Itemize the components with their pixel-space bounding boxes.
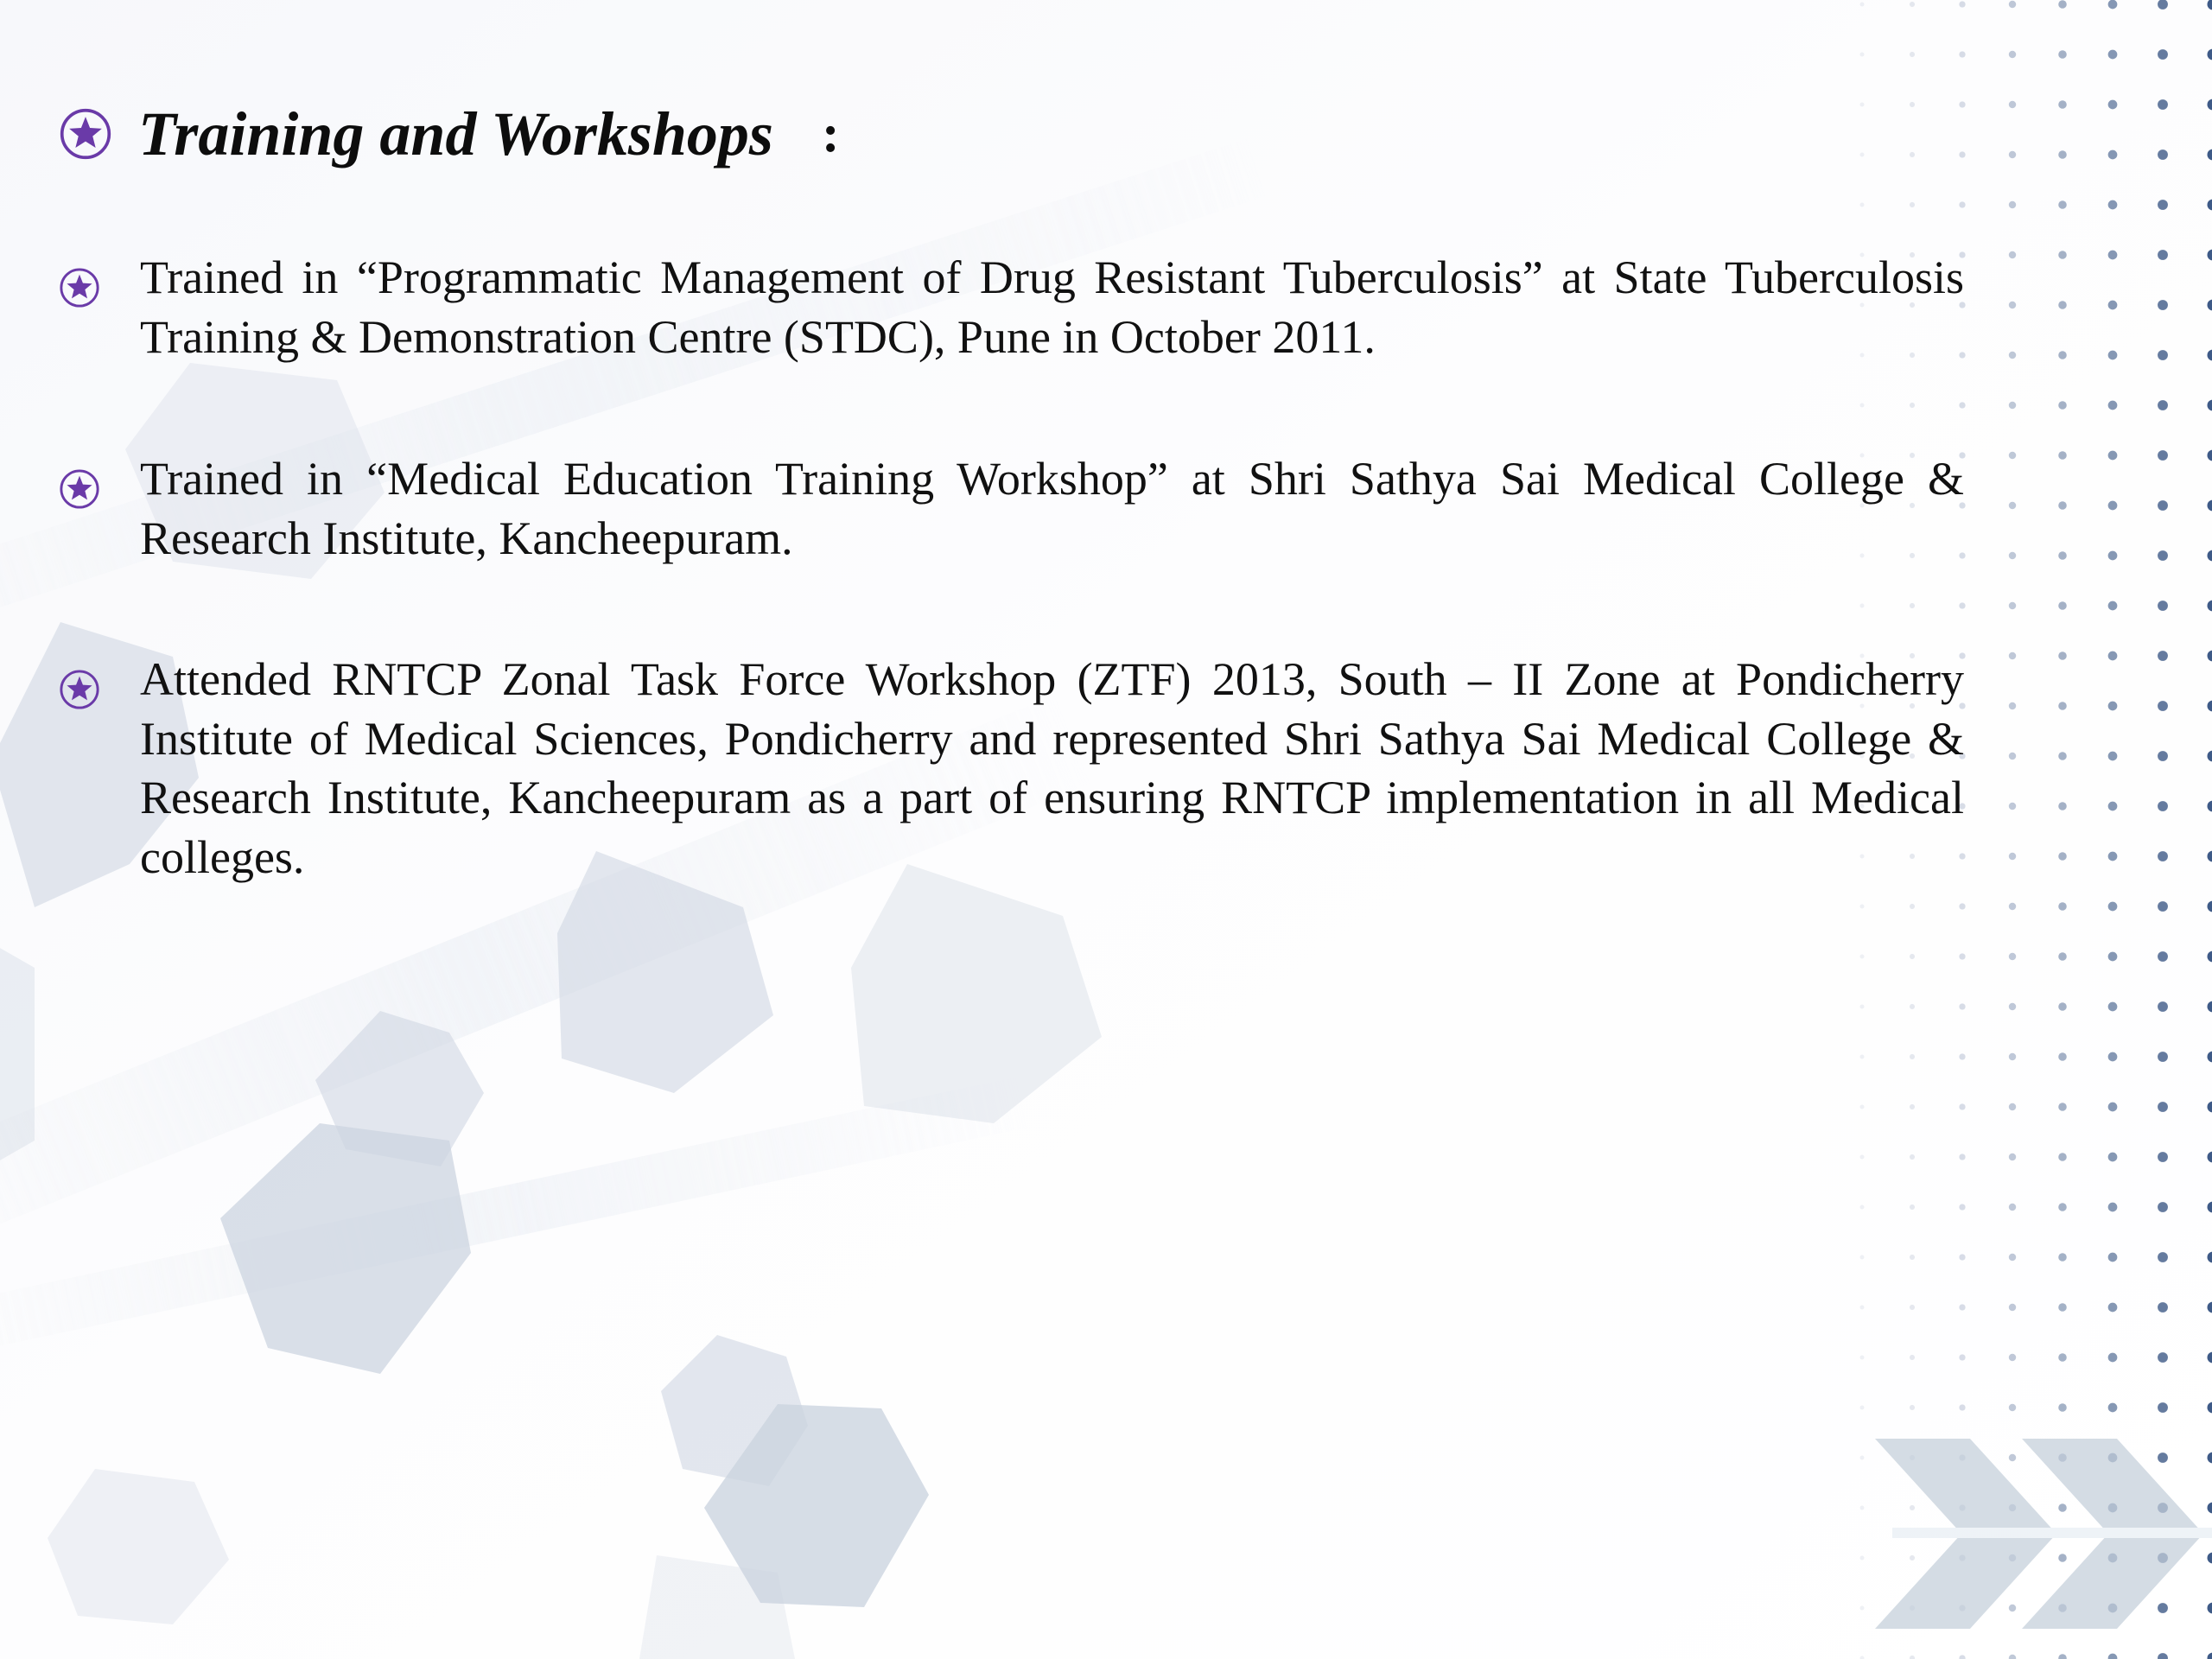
star-circle-icon bbox=[59, 669, 100, 710]
list-item-text: Trained in “Programmatic Management of Drug Resistant Tuberculosis” at State Tuberculosis Training & Demonstration Centre (STDC), Pune in October 2011. bbox=[140, 251, 1964, 363]
section-title: Training and Workshops bbox=[138, 99, 773, 168]
title-separator: : bbox=[821, 104, 840, 163]
list-item bbox=[59, 650, 1964, 887]
section-heading bbox=[59, 91, 840, 177]
star-circle-icon bbox=[59, 267, 100, 308]
list-item bbox=[59, 449, 1964, 568]
list-item-text: Trained in “Medical Education Training Workshop” at Shri Sathya Sai Medical College & Research Institute, Kancheepuram. bbox=[140, 453, 1964, 564]
star-circle-icon bbox=[59, 468, 100, 510]
list-item-text: Attended RNTCP Zonal Task Force Workshop (ZTF) 2013, South – II Zone at Pondicherry Institute of Medical Sciences, Pondicherry and represented Shri Sathya Sai Medical College & Research Institute, Kancheepuram as a part of ensuring RNTCP implementation in all Medical colleges. bbox=[140, 653, 1964, 883]
list-item bbox=[59, 248, 1964, 366]
star-circle-icon bbox=[59, 107, 112, 161]
